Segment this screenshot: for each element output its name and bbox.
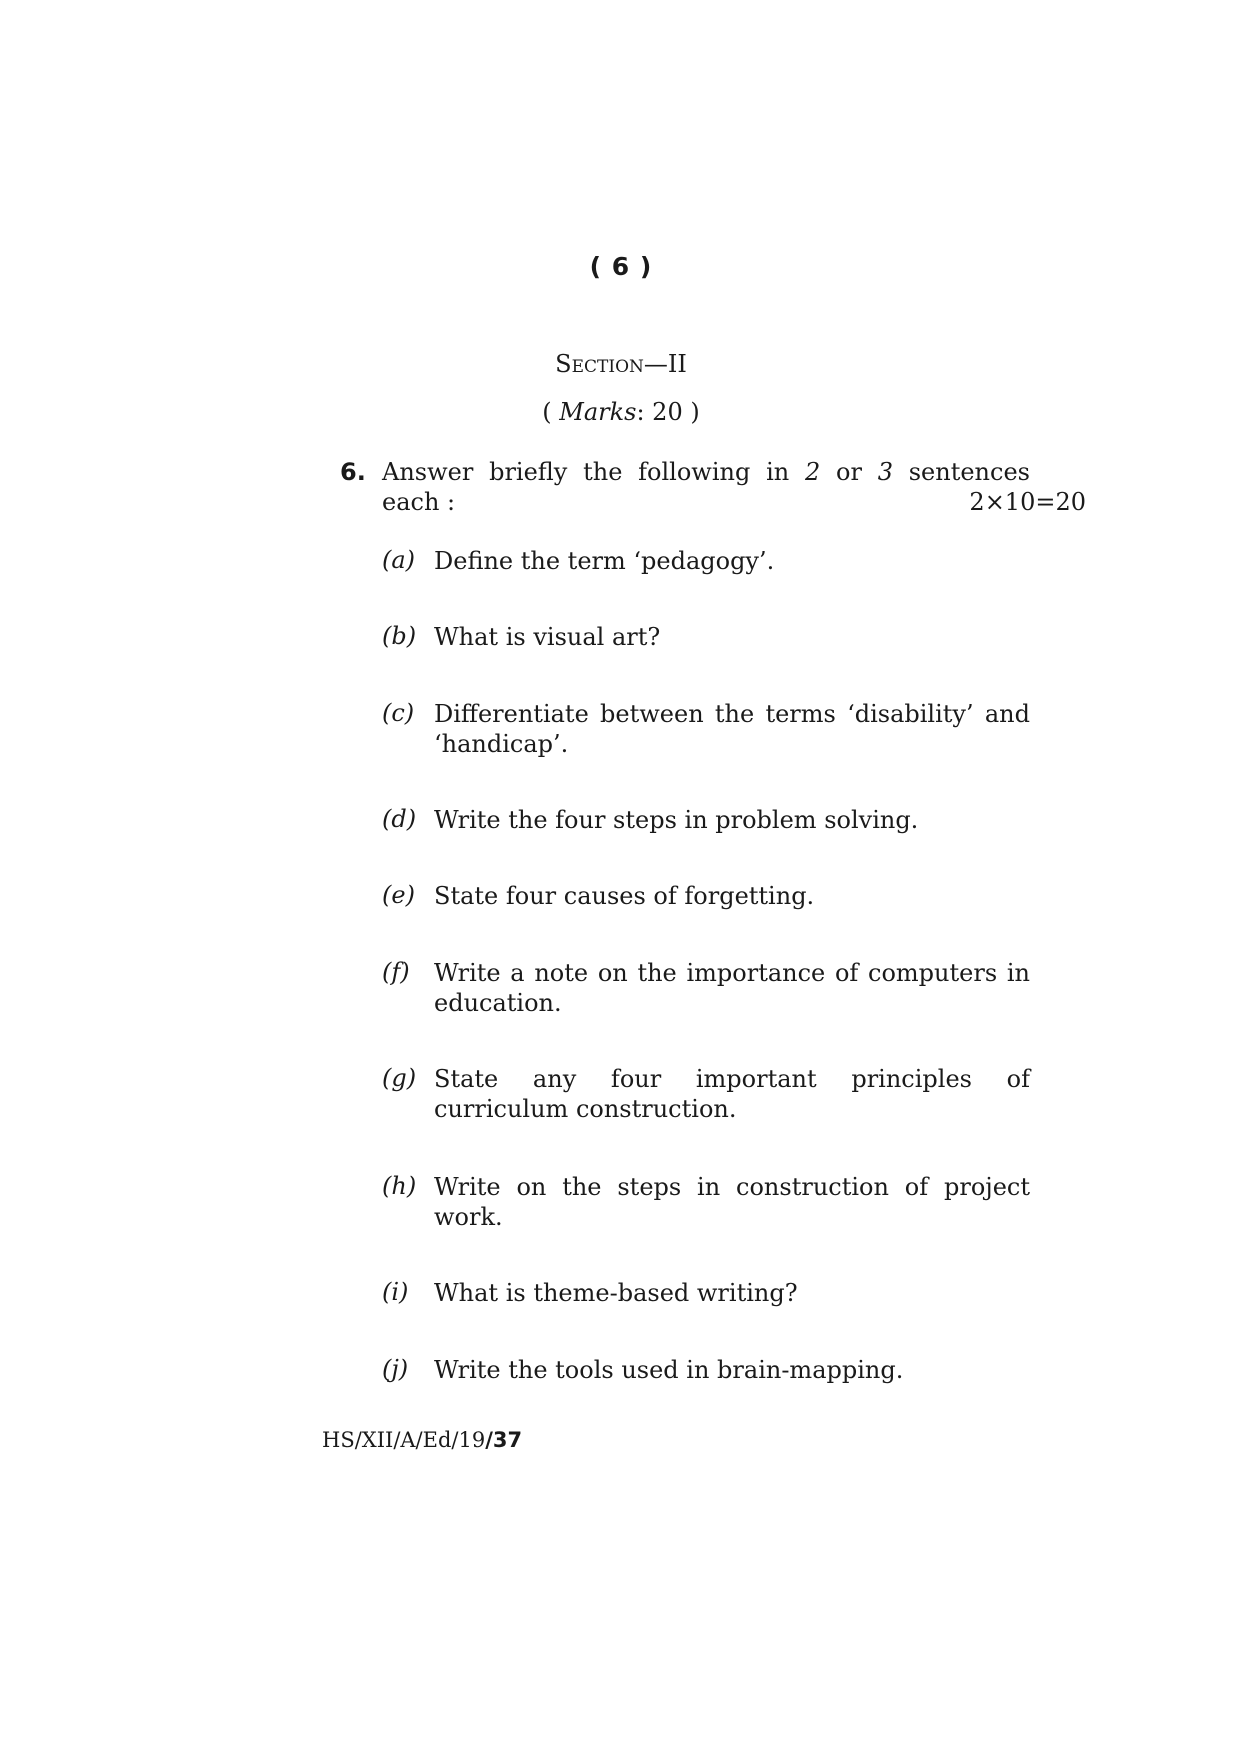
question-text-line1 — [382, 458, 1030, 486]
subquestion-line1: Differentiate between the terms ‘disability’ and — [434, 700, 1030, 728]
subquestion-label: (g) — [382, 1064, 417, 1092]
subquestion-line2: ‘handicap’. — [434, 730, 569, 758]
subquestion-line1: State four causes of forgetting. — [434, 882, 815, 910]
section-marks — [0, 398, 1242, 426]
subquestion-line1: Write on the steps in construction of project — [434, 1173, 1030, 1201]
question-word: 3 — [877, 458, 893, 486]
subquestion-line2: education. — [434, 989, 562, 1017]
subquestion-line1: Define the term ‘pedagogy’. — [434, 547, 775, 575]
subquestion-label: (j) — [382, 1355, 409, 1383]
subquestion-text — [434, 805, 1030, 835]
question-text-line2: each : — [382, 488, 456, 516]
subquestion-text — [434, 1278, 1030, 1308]
subquestion-line2: work. — [434, 1203, 503, 1231]
subquestion-text — [434, 881, 1030, 911]
question-marks: 2×10=20 — [969, 488, 1086, 516]
question-word: Answer — [382, 458, 474, 486]
marks-value: : 20 — [636, 398, 683, 426]
page-number: ( 6 ) — [589, 252, 653, 281]
subquestion-line1: Write a note on the importance of computers in — [434, 959, 1030, 987]
subquestion-label: (c) — [382, 699, 415, 727]
subquestion-label: (h) — [382, 1172, 417, 1200]
subquestion-line1: What is visual art? — [434, 623, 661, 651]
subquestion-text — [434, 699, 1030, 759]
question-word: 2 — [804, 458, 821, 486]
subquestion-label: (b) — [382, 622, 417, 650]
subquestion-text — [434, 958, 1030, 1018]
subquestion-label: (i) — [382, 1278, 409, 1306]
subquestion-line2: curriculum construction. — [434, 1095, 737, 1123]
question-word: briefly — [489, 458, 568, 486]
question-word: following — [638, 458, 751, 486]
subquestion-label: (d) — [382, 805, 417, 833]
subquestion-text — [434, 1355, 1030, 1385]
subquestion-text — [434, 1172, 1030, 1232]
marks-open: ( — [542, 398, 560, 426]
question-word: in — [766, 458, 790, 486]
footer-code — [322, 1428, 522, 1452]
footer-paper-code: HS/XII/A/Ed/19 — [322, 1428, 486, 1452]
footer-page-code: /37 — [485, 1428, 523, 1452]
subquestion-line1: What is theme-based writing? — [434, 1279, 798, 1307]
question-word: sentences — [908, 458, 1030, 486]
marks-close: ) — [682, 398, 700, 426]
question-word: the — [583, 458, 623, 486]
section-title: Section—II — [555, 350, 687, 378]
subquestion-label: (f) — [382, 958, 410, 986]
subquestion-label: (a) — [382, 546, 416, 574]
subquestion-label: (e) — [382, 881, 415, 909]
subquestion-line1: Write the four steps in problem solving. — [434, 806, 919, 834]
subquestion-text — [434, 546, 1030, 576]
subquestion-text — [434, 1064, 1030, 1124]
question-word: or — [836, 458, 862, 486]
subquestion-line1: Write the tools used in brain-mapping. — [434, 1356, 904, 1384]
question-number: 6. — [340, 458, 366, 486]
subquestion-text — [434, 622, 1030, 652]
subquestion-line1: State any four important principles of — [434, 1065, 1030, 1093]
marks-label: Marks — [559, 398, 637, 426]
